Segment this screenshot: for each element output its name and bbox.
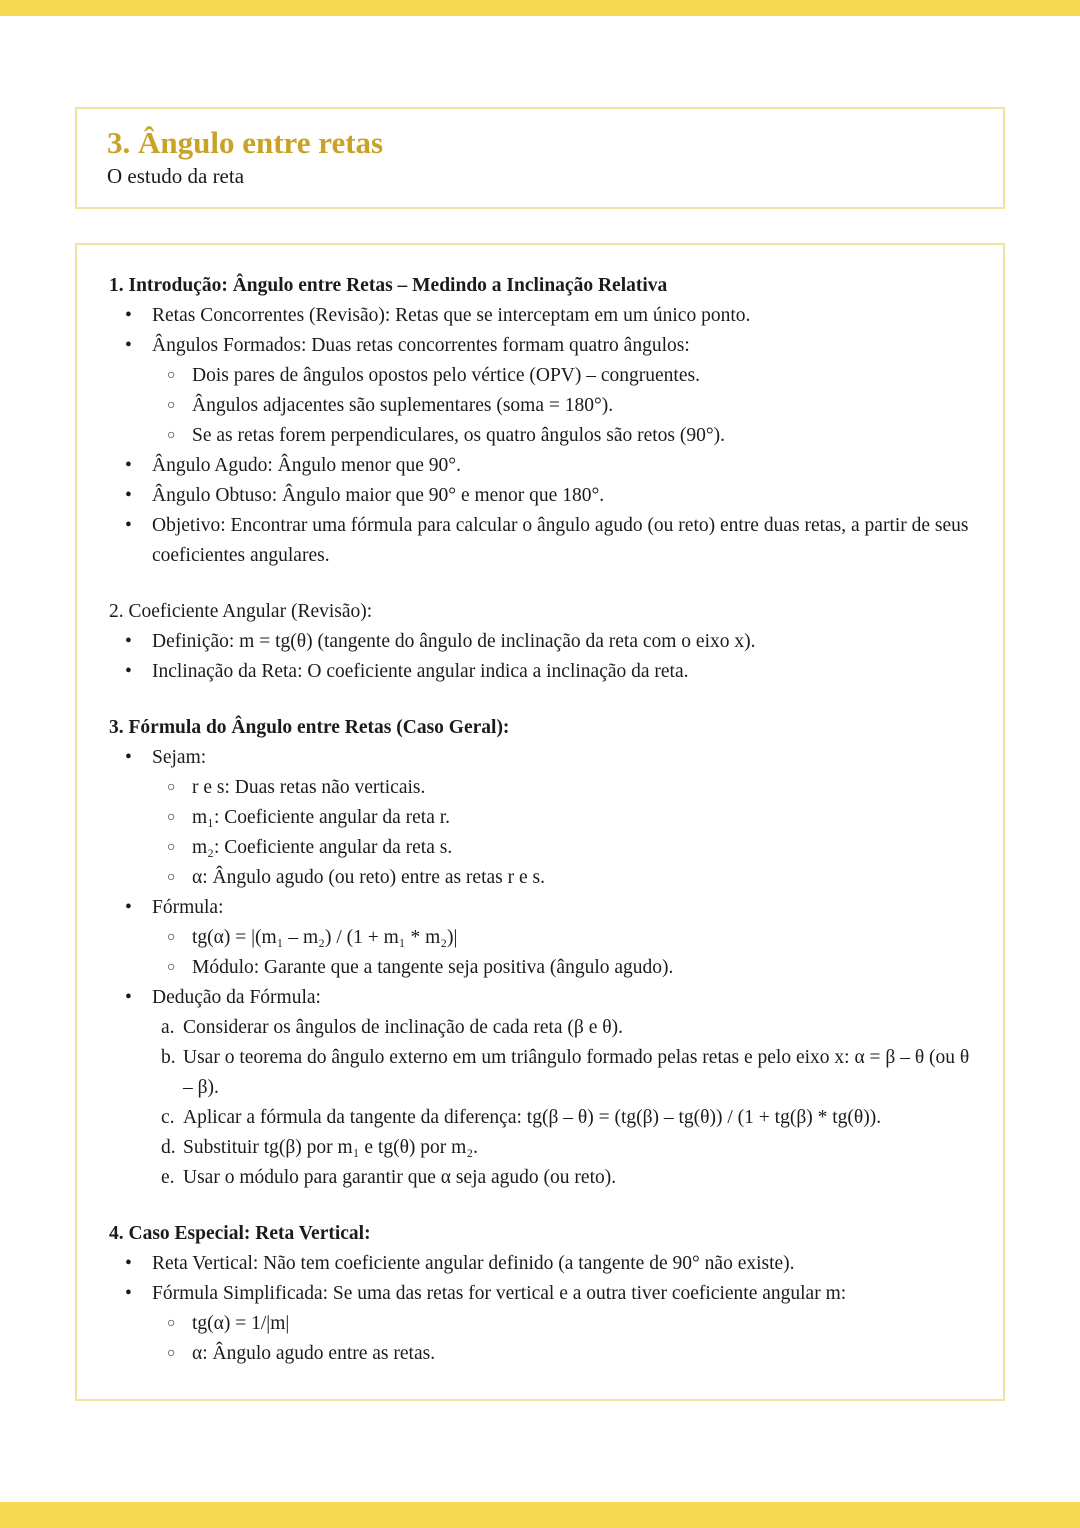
bullet-marker: • <box>125 515 132 536</box>
letter-marker: d. <box>161 1137 176 1158</box>
circle-marker: ○ <box>167 870 176 885</box>
circle-marker: ○ <box>167 960 176 975</box>
circle-marker: ○ <box>167 930 176 945</box>
list-item <box>109 1133 971 1163</box>
bottom-accent-bar <box>0 1502 1080 1528</box>
list-item-text: Ângulos Formados: Duas retas concorrentes formam quatro ângulos: <box>152 335 690 356</box>
circle-marker: ○ <box>167 398 176 413</box>
list-item-text: m₂: Coeficiente angular da reta s. <box>192 837 453 858</box>
bullet-marker: • <box>125 987 132 1008</box>
list-item-text: Dois pares de ângulos opostos pelo vértice (OPV) – congruentes. <box>192 365 700 386</box>
list-item-text: Se as retas forem perpendiculares, os quatro ângulos são retos (90°). <box>192 425 726 446</box>
list-item <box>109 923 971 953</box>
list-item <box>109 301 971 331</box>
circle-marker: ○ <box>167 1346 176 1361</box>
list-item <box>109 953 971 983</box>
letter-marker: b. <box>161 1047 176 1068</box>
section <box>109 713 971 1193</box>
list-item <box>109 863 971 893</box>
letter-marker: c. <box>161 1107 175 1128</box>
bullet-marker: • <box>125 747 132 768</box>
section <box>109 1219 971 1369</box>
list-item-text: Ângulo Obtuso: Ângulo maior que 90° e menor que 180°. <box>152 485 605 506</box>
list-item <box>109 893 971 923</box>
circle-marker: ○ <box>167 780 176 795</box>
list-item-text: Objetivo: Encontrar uma fórmula para calcular o ângulo agudo (ou reto) entre duas retas, a partir de seus coeficientes angulares. <box>152 515 969 566</box>
circle-marker: ○ <box>167 840 176 855</box>
list-item <box>109 1279 971 1309</box>
list-item <box>109 833 971 863</box>
page-subtitle: O estudo da reta <box>107 164 245 188</box>
list-item-text: r e s: Duas retas não verticais. <box>192 777 426 798</box>
list-item-text: α: Ângulo agudo (ou reto) entre as retas r e s. <box>192 867 545 888</box>
list-item <box>109 481 971 511</box>
section-heading: 2. Coeficiente Angular (Revisão): <box>109 601 373 622</box>
list-item-text: Sejam: <box>152 747 207 768</box>
section <box>109 597 971 687</box>
list-item <box>109 773 971 803</box>
bullet-marker: • <box>125 485 132 506</box>
list-item <box>109 983 971 1013</box>
list-item <box>109 803 971 833</box>
list-item <box>109 627 971 657</box>
list-item-text: tg(α) = 1/|m| <box>192 1313 290 1334</box>
list-item <box>109 1163 971 1193</box>
top-accent-bar <box>0 0 1080 16</box>
list-item-text: Fórmula Simplificada: Se uma das retas for vertical e a outra tiver coeficiente angular m: <box>152 1283 847 1304</box>
list-item-text: Ângulo Agudo: Ângulo menor que 90°. <box>152 455 461 476</box>
bullet-marker: • <box>125 661 132 682</box>
list-item-text: Módulo: Garante que a tangente seja positiva (ângulo agudo). <box>192 957 674 978</box>
bullet-marker: • <box>125 631 132 652</box>
section-heading: 1. Introdução: Ângulo entre Retas – Medindo a Inclinação Relativa <box>109 275 668 296</box>
content-card <box>75 243 1005 1401</box>
list-item <box>109 1309 971 1339</box>
list-item <box>109 1249 971 1279</box>
list-item-text: Considerar os ângulos de inclinação de cada reta (β e θ). <box>183 1017 623 1038</box>
list-item-text: Fórmula: <box>152 897 224 918</box>
list-item <box>109 421 971 451</box>
circle-marker: ○ <box>167 810 176 825</box>
list-item <box>109 657 971 687</box>
circle-marker: ○ <box>167 368 176 383</box>
list-item <box>109 1103 971 1133</box>
list-item-text: Substituir tg(β) por m₁ e tg(θ) por m₂. <box>183 1137 478 1158</box>
list-item <box>109 1339 971 1369</box>
bullet-marker: • <box>125 1253 132 1274</box>
bullet-marker: • <box>125 897 132 918</box>
list-item <box>109 391 971 421</box>
bullet-marker: • <box>125 335 132 356</box>
list-item <box>109 361 971 391</box>
circle-marker: ○ <box>167 428 176 443</box>
list-item-text: Ângulos adjacentes são suplementares (soma = 180°). <box>192 395 614 416</box>
bullet-marker: • <box>125 305 132 326</box>
list-item-text: Usar o módulo para garantir que α seja agudo (ou reto). <box>183 1167 617 1188</box>
list-item <box>109 1043 971 1103</box>
list-item <box>109 451 971 481</box>
circle-marker: ○ <box>167 1316 176 1331</box>
list-item-text: Inclinação da Reta: O coeficiente angular indica a inclinação da reta. <box>152 661 689 682</box>
list-item <box>109 1013 971 1043</box>
list-item <box>109 331 971 361</box>
list-item-text: Reta Vertical: Não tem coeficiente angular definido (a tangente de 90° não existe). <box>152 1253 795 1274</box>
letter-marker: e. <box>161 1167 175 1188</box>
section-heading: 4. Caso Especial: Reta Vertical: <box>109 1223 371 1244</box>
section-heading: 3. Fórmula do Ângulo entre Retas (Caso Geral): <box>109 717 510 738</box>
list-item <box>109 511 971 571</box>
list-item-text: α: Ângulo agudo entre as retas. <box>192 1343 436 1364</box>
list-item-text: Usar o teorema do ângulo externo em um triângulo formado pelas retas e pelo eixo x: α = β – θ (ou θ – β). <box>183 1047 970 1098</box>
list-item-text: Dedução da Fórmula: <box>152 987 321 1008</box>
bullet-marker: • <box>125 1283 132 1304</box>
list-item-text: Retas Concorrentes (Revisão): Retas que se interceptam em um único ponto. <box>152 305 751 326</box>
letter-marker: a. <box>161 1017 175 1038</box>
list-item-text: m₁: Coeficiente angular da reta r. <box>192 807 451 828</box>
list-item-text: Aplicar a fórmula da tangente da diferença: tg(β – θ) = (tg(β) – tg(θ)) / (1 + tg(β) * tg(θ)). <box>183 1107 882 1128</box>
bullet-marker: • <box>125 455 132 476</box>
section <box>109 271 971 571</box>
title-card <box>75 107 1005 209</box>
sections-container <box>109 271 971 1369</box>
list-item-text: Definição: m = tg(θ) (tangente do ângulo de inclinação da reta com o eixo x). <box>152 631 756 652</box>
page-title: 3. Ângulo entre retas <box>107 125 384 160</box>
list-item <box>109 743 971 773</box>
list-item-text: tg(α) = |(m₁ – m₂) / (1 + m₁ * m₂)| <box>192 927 458 948</box>
